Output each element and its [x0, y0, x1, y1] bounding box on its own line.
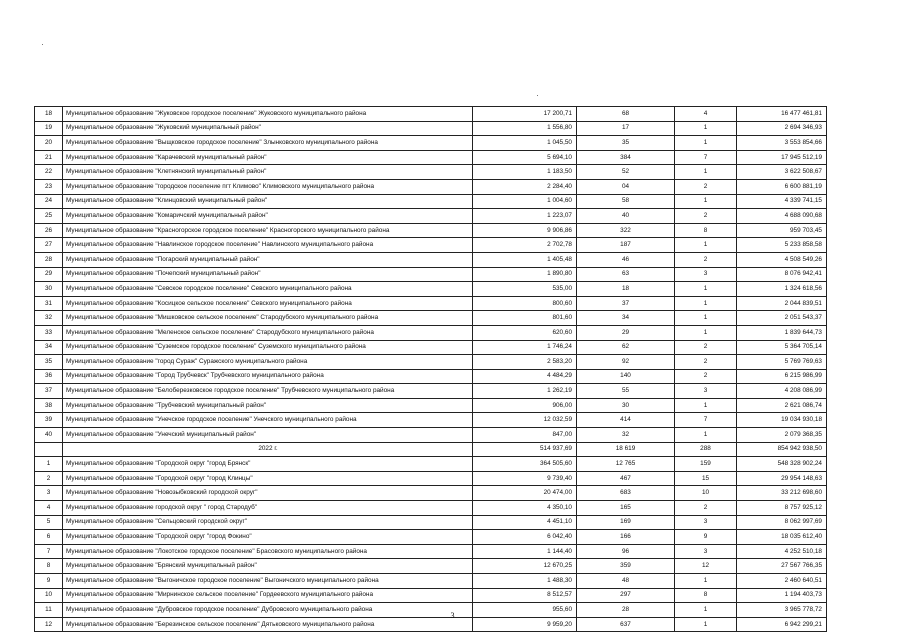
count-cell: 8 [675, 588, 737, 603]
area-cell: 17 200,71 [473, 107, 577, 122]
table-row [35, 194, 827, 209]
table-row [35, 515, 827, 530]
population-cell: 55 [577, 384, 675, 399]
table-row [35, 136, 827, 151]
amount-cell: 959 703,45 [737, 223, 827, 238]
table-row [35, 165, 827, 180]
table-row [35, 325, 827, 340]
population-cell: 297 [577, 588, 675, 603]
municipality-name-cell: Муниципальное образование "Унечское городское поселение" Унечского муниципального района [63, 413, 473, 428]
municipality-name-cell: Муниципальное образование "Навлинское городское поселение" Навлинского муниципального района [63, 238, 473, 253]
amount-cell: 6 600 881,19 [737, 179, 827, 194]
municipality-name-cell: Муниципальное образование "Меленское сельское поселение" Стародубского муниципального района [63, 325, 473, 340]
count-cell: 10 [675, 486, 737, 501]
row-number-cell: 3 [35, 486, 63, 501]
row-number-cell: 11 [35, 603, 63, 618]
amount-cell: 1 839 644,73 [737, 325, 827, 340]
table-row [35, 150, 827, 165]
total-count-cell: 288 [675, 442, 737, 457]
population-cell: 17 [577, 121, 675, 136]
area-cell: 20 474,00 [473, 486, 577, 501]
population-cell: 37 [577, 296, 675, 311]
area-cell: 1 004,60 [473, 194, 577, 209]
row-number-cell: 10 [35, 588, 63, 603]
area-cell: 1 488,30 [473, 574, 577, 589]
table-row [35, 238, 827, 253]
count-cell: 1 [675, 194, 737, 209]
amount-cell: 2 044 839,51 [737, 296, 827, 311]
row-number-cell: 6 [35, 530, 63, 545]
amount-cell: 2 621 086,74 [737, 398, 827, 413]
count-cell: 1 [675, 428, 737, 443]
row-number-cell: 33 [35, 325, 63, 340]
municipality-name-cell: Муниципальное образование городской округ " город Стародуб" [63, 501, 473, 516]
area-cell: 1 746,24 [473, 340, 577, 355]
row-number-cell: 19 [35, 121, 63, 136]
row-number-cell: 38 [35, 398, 63, 413]
row-number-cell: 20 [35, 136, 63, 151]
population-cell: 12 765 [577, 457, 675, 472]
row-number-cell [35, 442, 63, 457]
table-row [35, 574, 827, 589]
amount-cell: 2 694 346,93 [737, 121, 827, 136]
population-cell: 04 [577, 179, 675, 194]
row-number-cell: 4 [35, 501, 63, 516]
population-cell: 637 [577, 617, 675, 632]
amount-cell: 3 965 778,72 [737, 603, 827, 618]
amount-cell: 17 945 512,19 [737, 150, 827, 165]
count-cell: 1 [675, 121, 737, 136]
count-cell: 2 [675, 209, 737, 224]
table-row [35, 252, 827, 267]
total-area-cell: 514 937,69 [473, 442, 577, 457]
municipality-name-cell: Муниципальное образование "Почепский муниципальный район" [63, 267, 473, 282]
area-cell: 12 032,59 [473, 413, 577, 428]
count-cell: 15 [675, 471, 737, 486]
count-cell: 1 [675, 574, 737, 589]
row-number-cell: 35 [35, 355, 63, 370]
amount-cell: 6 942 299,21 [737, 617, 827, 632]
municipality-name-cell: Муниципальное образование "город Сураж" Суражского муниципального района [63, 355, 473, 370]
count-cell: 9 [675, 530, 737, 545]
amount-cell: 8 062 997,69 [737, 515, 827, 530]
population-cell: 58 [577, 194, 675, 209]
municipality-name-cell: Муниципальное образование "Дубровское городское поселение" Дубровского муниципального района [63, 603, 473, 618]
amount-cell: 2 079 368,35 [737, 428, 827, 443]
area-cell: 800,60 [473, 296, 577, 311]
population-cell: 34 [577, 311, 675, 326]
total-population-cell: 18 619 [577, 442, 675, 457]
area-cell: 1 262,19 [473, 384, 577, 399]
amount-cell: 4 508 549,26 [737, 252, 827, 267]
table-row [35, 223, 827, 238]
amount-cell: 29 954 148,63 [737, 471, 827, 486]
table-row [35, 340, 827, 355]
municipality-name-cell: Муниципальное образование "Выщковское городское поселение" Злынковского муниципального района [63, 136, 473, 151]
area-cell: 1 223,07 [473, 209, 577, 224]
count-cell: 3 [675, 544, 737, 559]
document-table [34, 106, 827, 632]
municipality-name-cell: Муниципальное образование "Новозыбковский городской округ" [63, 486, 473, 501]
population-cell: 18 [577, 282, 675, 297]
population-cell: 683 [577, 486, 675, 501]
area-cell: 906,00 [473, 398, 577, 413]
table-row [35, 501, 827, 516]
municipality-name-cell: Муниципальное образование "Красногорское городское поселение" Красногорского муниципального района [63, 223, 473, 238]
municipality-name-cell: Муниципальное образование "Клетнянский муниципальный район" [63, 165, 473, 180]
amount-cell: 18 035 612,40 [737, 530, 827, 545]
table-row [35, 471, 827, 486]
municipality-name-cell: Муниципальное образование "Суземское городское поселение" Суземского муниципального района [63, 340, 473, 355]
row-number-cell: 9 [35, 574, 63, 589]
count-cell: 2 [675, 340, 737, 355]
area-cell: 2 583,20 [473, 355, 577, 370]
row-number-cell: 1 [35, 457, 63, 472]
count-cell: 7 [675, 413, 737, 428]
row-number-cell: 25 [35, 209, 63, 224]
amount-cell: 4 252 510,18 [737, 544, 827, 559]
table-row [35, 311, 827, 326]
count-cell: 159 [675, 457, 737, 472]
municipality-name-cell: Муниципальное образование "городское поселение пгт Климово" Климовского муниципального района [63, 179, 473, 194]
row-number-cell: 5 [35, 515, 63, 530]
population-cell: 96 [577, 544, 675, 559]
row-number-cell: 40 [35, 428, 63, 443]
amount-cell: 548 328 902,24 [737, 457, 827, 472]
row-number-cell: 18 [35, 107, 63, 122]
count-cell: 1 [675, 136, 737, 151]
table-row [35, 282, 827, 297]
table-row [35, 559, 827, 574]
population-cell: 467 [577, 471, 675, 486]
count-cell: 3 [675, 384, 737, 399]
count-cell: 1 [675, 603, 737, 618]
count-cell: 2 [675, 501, 737, 516]
row-number-cell: 21 [35, 150, 63, 165]
municipality-name-cell: Муниципальное образование "Выгоничское городское поселение" Выгоничского муниципального района [63, 574, 473, 589]
population-cell: 29 [577, 325, 675, 340]
count-cell: 12 [675, 559, 737, 574]
municipality-name-cell: Муниципальное образование "Мирнинское сельское поселение" Гордеевского муниципального района [63, 588, 473, 603]
table-row [35, 369, 827, 384]
population-cell: 165 [577, 501, 675, 516]
municipality-name-cell: Муниципальное образование "Белоберезковское городское поселение" Трубчевского муниципального района [63, 384, 473, 399]
population-cell: 32 [577, 428, 675, 443]
area-cell: 6 042,40 [473, 530, 577, 545]
area-cell: 2 284,40 [473, 179, 577, 194]
row-number-cell: 22 [35, 165, 63, 180]
count-cell: 2 [675, 179, 737, 194]
count-cell: 1 [675, 296, 737, 311]
count-cell: 1 [675, 238, 737, 253]
municipality-name-cell: Муниципальное образование "Город Трубчевск" Трубчевского муниципального района [63, 369, 473, 384]
amount-cell: 5 233 858,58 [737, 238, 827, 253]
population-cell: 52 [577, 165, 675, 180]
population-cell: 384 [577, 150, 675, 165]
amount-cell: 6 215 986,99 [737, 369, 827, 384]
amount-cell: 5 364 705,14 [737, 340, 827, 355]
scan-speck [537, 95, 538, 96]
population-cell: 92 [577, 355, 675, 370]
municipality-name-cell: Муниципальное образование "Березинское сельское поселение" Дятьковского муниципального района [63, 617, 473, 632]
municipality-name-cell: Муниципальное образование "Трубчевский муниципальный район" [63, 398, 473, 413]
count-cell: 2 [675, 355, 737, 370]
row-number-cell: 28 [35, 252, 63, 267]
count-cell: 2 [675, 252, 737, 267]
population-cell: 166 [577, 530, 675, 545]
count-cell: 3 [675, 515, 737, 530]
table-row [35, 121, 827, 136]
area-cell: 847,00 [473, 428, 577, 443]
amount-cell: 5 769 769,63 [737, 355, 827, 370]
row-number-cell: 30 [35, 282, 63, 297]
total-amount-cell: 854 942 938,50 [737, 442, 827, 457]
population-cell: 140 [577, 369, 675, 384]
amount-cell: 33 212 698,60 [737, 486, 827, 501]
amount-cell: 1 194 403,73 [737, 588, 827, 603]
population-cell: 359 [577, 559, 675, 574]
table-row [35, 355, 827, 370]
row-number-cell: 8 [35, 559, 63, 574]
municipality-name-cell: Муниципальное образование "Городской округ "город Клинцы" [63, 471, 473, 486]
area-cell: 1 144,40 [473, 544, 577, 559]
area-cell: 1 045,50 [473, 136, 577, 151]
municipality-name-cell: Муниципальное образование "Погарский муниципальный район" [63, 252, 473, 267]
municipality-name-cell: Муниципальное образование "Городской округ "город Фокино" [63, 530, 473, 545]
area-cell: 1 405,48 [473, 252, 577, 267]
population-cell: 28 [577, 603, 675, 618]
count-cell: 4 [675, 107, 737, 122]
municipality-name-cell: Муниципальное образование "Карачевский муниципальный район" [63, 150, 473, 165]
count-cell: 1 [675, 311, 737, 326]
amount-cell: 1 324 618,56 [737, 282, 827, 297]
count-cell: 8 [675, 223, 737, 238]
table-row [35, 428, 827, 443]
municipality-name-cell: Муниципальное образование "Локотское городское поселение" Брасовского муниципального района [63, 544, 473, 559]
area-cell: 801,60 [473, 311, 577, 326]
table-row [35, 209, 827, 224]
municipality-name-cell: Муниципальное образование "Брянский муниципальный район" [63, 559, 473, 574]
area-cell: 535,00 [473, 282, 577, 297]
population-cell: 322 [577, 223, 675, 238]
area-cell: 9 906,86 [473, 223, 577, 238]
area-cell: 955,60 [473, 603, 577, 618]
area-cell: 364 505,60 [473, 457, 577, 472]
population-cell: 63 [577, 267, 675, 282]
area-cell: 1 183,50 [473, 165, 577, 180]
scan-speck [42, 44, 43, 45]
amount-cell: 8 076 942,41 [737, 267, 827, 282]
row-number-cell: 27 [35, 238, 63, 253]
population-cell: 68 [577, 107, 675, 122]
population-cell: 48 [577, 574, 675, 589]
amount-cell: 4 208 086,99 [737, 384, 827, 399]
row-number-cell: 34 [35, 340, 63, 355]
table-row [35, 457, 827, 472]
row-number-cell: 37 [35, 384, 63, 399]
row-number-cell: 29 [35, 267, 63, 282]
row-number-cell: 12 [35, 617, 63, 632]
count-cell: 7 [675, 150, 737, 165]
municipality-name-cell: Муниципальное образование "Мишковское сельское поселение" Стародубского муниципального района [63, 311, 473, 326]
municipality-name-cell: Муниципальное образование "Комаричский муниципальный район" [63, 209, 473, 224]
table-row [35, 544, 827, 559]
area-cell: 4 451,10 [473, 515, 577, 530]
amount-cell: 27 567 766,35 [737, 559, 827, 574]
count-cell: 1 [675, 617, 737, 632]
municipality-name-cell: Муниципальное образование "Городской округ "город Брянск" [63, 457, 473, 472]
table-row [35, 398, 827, 413]
population-cell: 187 [577, 238, 675, 253]
municipality-name-cell: Муниципальное образование "Жуковский муниципальный район" [63, 121, 473, 136]
municipality-name-cell: Муниципальное образование "Клинцовский муниципальный район" [63, 194, 473, 209]
table-row [35, 413, 827, 428]
table-row [35, 296, 827, 311]
amount-cell: 2 460 640,51 [737, 574, 827, 589]
count-cell: 2 [675, 369, 737, 384]
area-cell: 9 959,20 [473, 617, 577, 632]
municipality-name-cell: Муниципальное образование "Севское городское поселение" Севского муниципального района [63, 282, 473, 297]
area-cell: 1 556,80 [473, 121, 577, 136]
area-cell: 5 694,10 [473, 150, 577, 165]
area-cell: 1 890,80 [473, 267, 577, 282]
population-cell: 46 [577, 252, 675, 267]
amount-cell: 19 034 930,18 [737, 413, 827, 428]
municipality-name-cell: Муниципальное образование "Унечский муниципальный район" [63, 428, 473, 443]
population-cell: 414 [577, 413, 675, 428]
row-number-cell: 23 [35, 179, 63, 194]
row-number-cell: 36 [35, 369, 63, 384]
amount-cell: 3 622 508,67 [737, 165, 827, 180]
amount-cell: 4 339 741,15 [737, 194, 827, 209]
table-row [35, 588, 827, 603]
table-row [35, 530, 827, 545]
amount-cell: 3 553 854,66 [737, 136, 827, 151]
population-cell: 169 [577, 515, 675, 530]
amount-cell: 8 757 925,12 [737, 501, 827, 516]
year-total-row [35, 442, 827, 457]
amount-cell: 2 051 543,37 [737, 311, 827, 326]
count-cell: 1 [675, 325, 737, 340]
row-number-cell: 32 [35, 311, 63, 326]
area-cell: 4 350,10 [473, 501, 577, 516]
table-row [35, 486, 827, 501]
count-cell: 3 [675, 267, 737, 282]
table-row [35, 107, 827, 122]
amount-cell: 4 688 090,68 [737, 209, 827, 224]
page-number: 3 [450, 611, 455, 620]
table-body [35, 107, 827, 632]
area-cell: 8 512,57 [473, 588, 577, 603]
area-cell: 9 739,40 [473, 471, 577, 486]
population-cell: 30 [577, 398, 675, 413]
municipality-name-cell: Муниципальное образование "Сельцовский городской округ" [63, 515, 473, 530]
table-row [35, 179, 827, 194]
count-cell: 1 [675, 165, 737, 180]
population-cell: 35 [577, 136, 675, 151]
municipality-name-cell: Муниципальное образование "Жуковское городское поселение" Жуковского муниципального района [63, 107, 473, 122]
population-cell: 40 [577, 209, 675, 224]
area-cell: 4 484,29 [473, 369, 577, 384]
amount-cell: 16 477 461,81 [737, 107, 827, 122]
count-cell: 1 [675, 398, 737, 413]
row-number-cell: 26 [35, 223, 63, 238]
table-row [35, 267, 827, 282]
area-cell: 620,60 [473, 325, 577, 340]
count-cell: 1 [675, 282, 737, 297]
row-number-cell: 31 [35, 296, 63, 311]
area-cell: 12 670,25 [473, 559, 577, 574]
population-cell: 62 [577, 340, 675, 355]
row-number-cell: 24 [35, 194, 63, 209]
row-number-cell: 39 [35, 413, 63, 428]
year-label-cell: 2022 г. [63, 442, 473, 457]
row-number-cell: 2 [35, 471, 63, 486]
municipality-name-cell: Муниципальное образование "Косицкое сельское поселение" Севского муниципального района [63, 296, 473, 311]
area-cell: 2 702,78 [473, 238, 577, 253]
table-row [35, 384, 827, 399]
row-number-cell: 7 [35, 544, 63, 559]
